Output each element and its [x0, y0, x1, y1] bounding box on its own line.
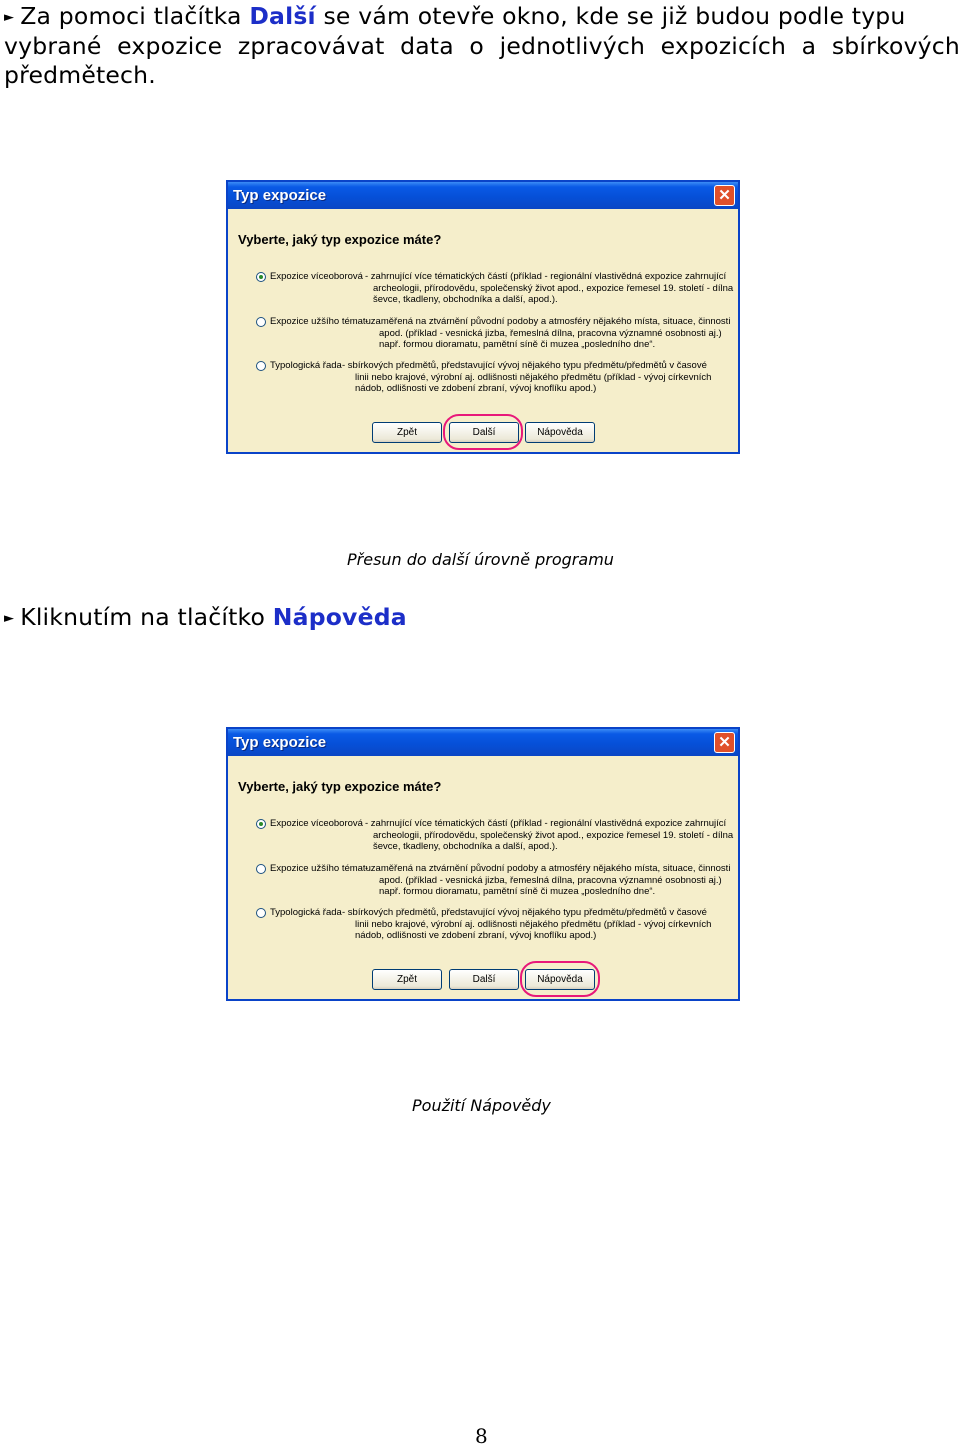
- next-button[interactable]: Další: [449, 969, 519, 990]
- bullet-arrow-icon: ►: [4, 611, 15, 626]
- dialog-screenshot-1: Typ expozice ✕ Vyberte, jaký typ expozice máte? Expozice víceoborová - zahrnující více tématických částí (příklad - regionální vlastivědná expozice zahrnující archeologii, přírodovědu, společenský život apod., expozice řemesel 19. století - dílna ševce, tkadleny, obchodníka a další, apod.). Expozice užšího tématu - zaměřená na ztvárnění původní podoby a atmosféry nějakého místa, situace, činnosti apod. (příklad - vesnická jizba, řemeslná dílna, pracovna významné osobnosti aj.) např. formou dioramatu, pamětní síně či muzea „posledního dne“. Typologická řada - sbírkových předmětů, představující vývoj nějakého typu předmětu/předmětů v časové linii nebo krajové, výrobní aj. odlišnosti nějakého předmětu (příklad - vývoj církevních nádob, odlišnosti ve zdobení zbraní, vývoj knoflíku apod.) Zpět Další Nápověda: [226, 180, 740, 454]
- highlight-dalsi: Další: [249, 2, 316, 30]
- back-button[interactable]: Zpět: [372, 969, 442, 990]
- back-button[interactable]: Zpět: [372, 422, 442, 443]
- help-button[interactable]: Nápověda: [525, 969, 595, 990]
- close-icon[interactable]: ✕: [714, 732, 735, 753]
- close-icon[interactable]: ✕: [714, 185, 735, 206]
- titlebar: [228, 729, 738, 756]
- dialog-screenshot-2: Typ expozice ✕ Vyberte, jaký typ expozice máte? Expozice víceoborová - zahrnující více tématických částí (příklad - regionální vlastivědná expozice zahrnující archeologii, přírodovědu, společenský život apod., expozice řemesel 19. století - dílna ševce, tkadleny, obchodníka a další, apod.). Expozice užšího tématu - zaměřená na ztvárnění původní podoby a atmosféry nějakého místa, situace, činnosti apod. (příklad - vesnická jizba, řemeslná dílna, pracovna významné osobnosti aj.) např. formou dioramatu, pamětní síně či muzea „posledního dne“. Typologická řada - sbírkových předmětů, představující vývoj nějakého typu předmětu/předmětů v časové linii nebo krajové, výrobní aj. odlišnosti nějakého předmětu (příklad - vývoj církevních nádob, odlišnosti ve zdobení zbraní, vývoj knoflíku apod.) Zpět Další Nápověda: [226, 727, 740, 1001]
- radio-typologicka-rada[interactable]: [256, 361, 266, 371]
- dialog-title: Typ expozice: [233, 734, 327, 751]
- radio-viceoborova[interactable]: [256, 272, 266, 282]
- highlight-napoveda: Nápověda: [272, 603, 407, 631]
- intro-paragraph: [4, 2, 960, 90]
- help-button[interactable]: Nápověda: [525, 422, 595, 443]
- intro-line-2: vybrané expozice zpracovávat data o jednotlivých expozicích a sbírkových: [4, 32, 960, 60]
- dialog-title: Typ expozice: [233, 187, 327, 204]
- next-button[interactable]: Další: [449, 422, 519, 443]
- intro-line-3: předmětech.: [4, 61, 156, 89]
- radio-viceoborova[interactable]: [256, 819, 266, 829]
- intro-line-1: ► Za pomoci tlačítka Další se vám otevře okno, kde se již budou podle typu: [4, 2, 906, 30]
- annotation-circle-next: [443, 414, 523, 450]
- titlebar: [228, 182, 738, 209]
- dialog-question: Vyberte, jaký typ expozice máte?: [238, 232, 442, 247]
- bullet-arrow-icon: ►: [4, 10, 15, 25]
- caption-1: Přesun do další úrovně programu: [347, 550, 614, 569]
- radio-typologicka-rada[interactable]: [256, 908, 266, 918]
- page-number: 8: [475, 1424, 488, 1448]
- radio-uzsiho-tematu[interactable]: [256, 864, 266, 874]
- section2-paragraph: ► Kliknutím na tlačítko Nápověda: [4, 603, 407, 631]
- radio-uzsiho-tematu[interactable]: [256, 317, 266, 327]
- caption-2: Použití Nápovědy: [412, 1096, 551, 1115]
- annotation-circle-help: [520, 961, 600, 997]
- dialog-question: Vyberte, jaký typ expozice máte?: [238, 779, 442, 794]
